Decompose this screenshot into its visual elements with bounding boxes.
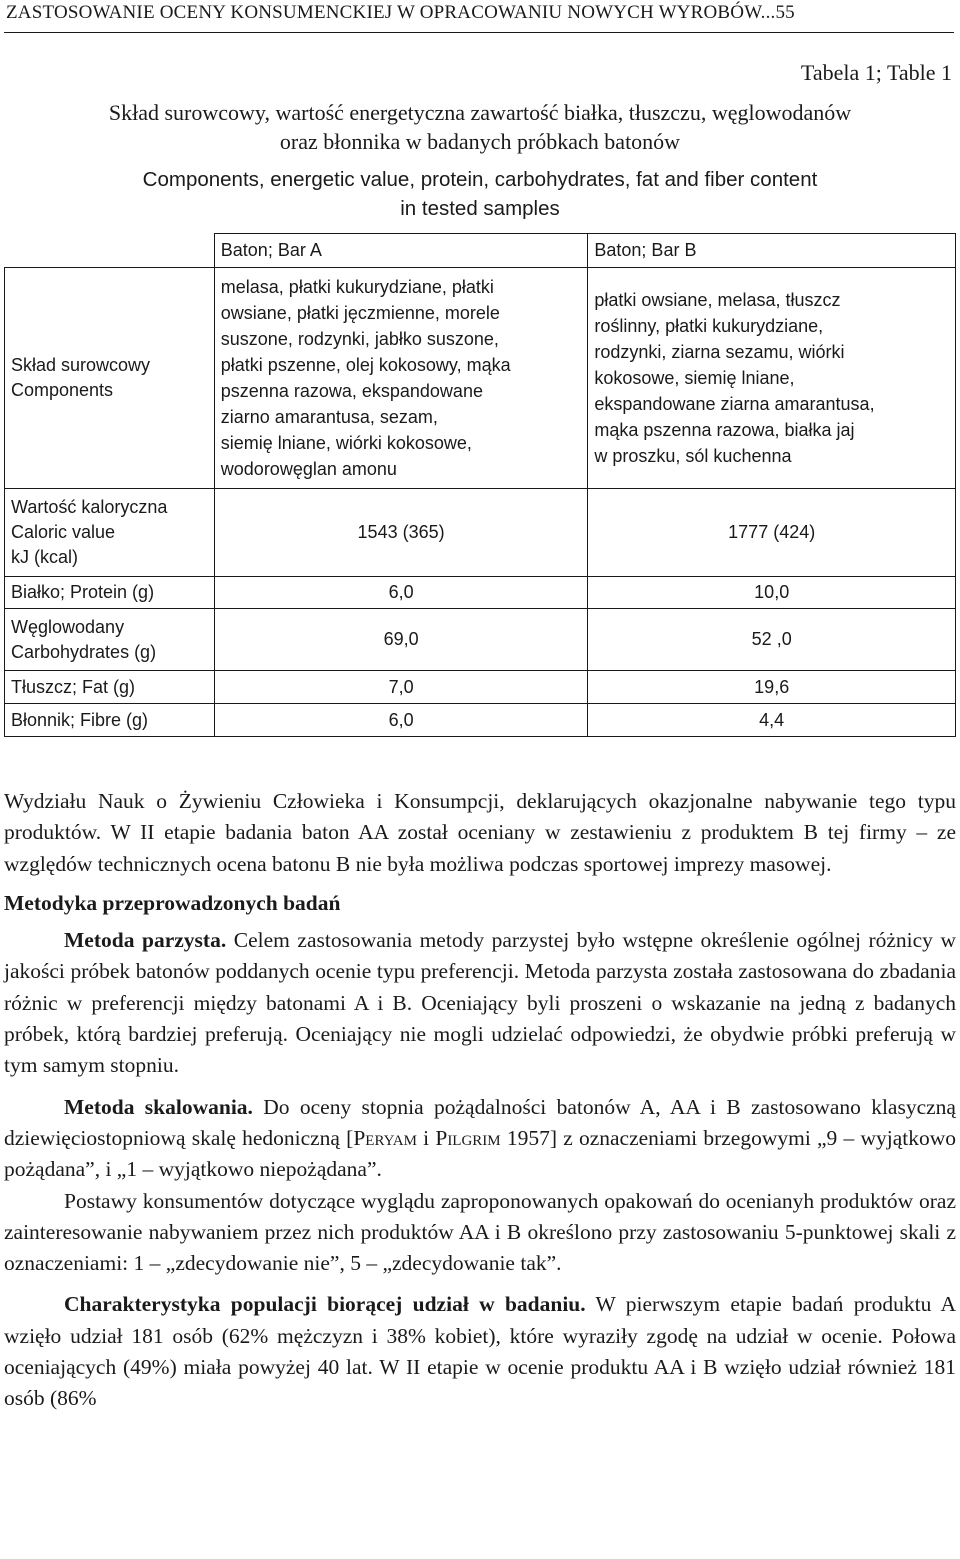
row-label-line: Components [11, 380, 114, 400]
bar-b-carbohydrates: 52 ,0 [588, 609, 956, 671]
component-line: mąka pszenna razowa, białka jaj [594, 420, 855, 440]
title-en-line: in tested samples [400, 197, 560, 220]
paragraph-scaling-method [4, 1092, 956, 1186]
component-line: ekspandowane ziarna amarantusa, [594, 394, 875, 414]
header-rule [4, 32, 954, 33]
paragraph-lead: Metoda skalowania. [64, 1094, 253, 1119]
bar-a-caloric: 1543 (365) [214, 489, 588, 577]
body-text [4, 786, 956, 1415]
paragraph-continuation: Wydziału Nauk o Żywieniu Człowieka i Konsumpcji, deklarujących okazjonalne nabywanie tego typu produktów. W II etapie badania baton AA został oceniany w zestawieniu z produktem B tej firmy – ze względów technicznych ocena batonu B nie była możliwa podczas sportowej imprezy masowej. [4, 789, 956, 876]
paragraph-text: Do oceny stopnia pożądalności batonów A, AA i B zastosowano klasyczną dziewięciostopniową skalę hedoniczną [ [4, 1094, 956, 1150]
bar-b-caloric: 1777 (424) [588, 489, 956, 577]
table-row-fat [5, 671, 956, 704]
bar-a-carbohydrates: 69,0 [214, 609, 588, 671]
table-title-en [0, 165, 960, 223]
component-line: płatki owsiane, melasa, tłuszcz [594, 290, 841, 310]
paragraph-population [4, 1289, 956, 1414]
paragraph-attitudes: Postawy konsumentów dotyczące wyglądu zaproponowanych opakowań do ocenianyh produktów oraz zainteresowanie nabywaniem przez nich produktów AA i B określono przy zastosowaniu 5-punktowej skali z oznaczeniami: 1 – „zdecydowanie nie”, 5 – „zdecydowanie tak”. [4, 1188, 956, 1276]
paragraph-text: Celem zastosowania metody parzystej było wstępne określenie ogólnej różnicy w jakości próbek batonów poddanych ocenie typu preferencji. Metoda parzysta została zastosowana do zbadania różnic w preferencji między batonami A i B. Oceniający byli proszeni o wskazanie na jedną z badanych próbek, którą bardziej preferują. Oceniający nie mogli udzielać odpowiedzi, że obydwie próbki preferują w tym samym stopniu. [4, 928, 956, 1078]
paragraph-text: i [416, 1125, 436, 1150]
paragraph-lead: Charakterystyka populacji biorącej udział w badaniu. [64, 1292, 586, 1317]
component-line: pszenna razowa, ekspandowane [220, 381, 483, 401]
row-label-line: Carbohydrates (g) [11, 641, 157, 662]
bar-b-fibre: 4,4 [588, 704, 956, 737]
row-label-fibre: Błonnik; Fibre (g) [5, 704, 215, 737]
paragraph-lead: Metoda parzysta. [64, 928, 227, 953]
bar-a-components [214, 268, 588, 489]
component-line: wodorowęglan amonu [220, 459, 397, 479]
row-label-carbohydrates [5, 609, 215, 671]
table-row-carbohydrates [5, 609, 956, 671]
component-line: melasa, płatki kukurydziane, płatki [220, 277, 494, 297]
row-label-caloric [5, 489, 215, 577]
table-row-fibre [5, 704, 956, 737]
row-label-line: Caloric value [11, 522, 116, 542]
paragraph-text: W pierwszym etapie badań produktu A wzięło udział 181 osób (62% mężczyzn i 38% kobiet), które wyraziły zgodę na udział w ocenie. Połowa oceniających (49%) miała powyżej 40 lat. W II etapie w ocenie produktu AA i B wzięło udział również 181 osób (86% [4, 1292, 956, 1411]
component-line: płatki pszenne, olej kokosowy, mąka [220, 355, 511, 375]
title-pl-line: oraz błonnika w badanych próbkach batonów [279, 129, 681, 154]
citation-author: Pilgrim [435, 1125, 501, 1150]
composition-table [4, 233, 956, 737]
citation-author: Peryam [353, 1125, 417, 1150]
bar-a-fat: 7,0 [214, 671, 588, 704]
page-number: 55 [775, 2, 795, 23]
running-title: ZASTOSOWANIE OCENY KONSUMENCKIEJ W OPRACOWANIU NOWYCH WYROBÓW... [6, 2, 776, 23]
bar-a-protein: 6,0 [214, 577, 588, 609]
component-line: owsiane, płatki jęczmienne, morele [220, 303, 500, 323]
component-line: siemię lniane, wiórki kokosowe, [220, 433, 472, 453]
bar-b-protein: 10,0 [588, 577, 956, 609]
row-label-line: Węglowodany [11, 616, 125, 637]
title-en-line: Components, energetic value, protein, carbohydrates, fat and fiber content [142, 168, 818, 191]
running-header [6, 2, 954, 24]
row-label-line: Wartość kaloryczna [11, 497, 168, 517]
table-label: Tabela 1; Table 1 [800, 60, 952, 85]
component-line: ziarno amarantusa, sezam, [220, 407, 438, 427]
bar-b-fat: 19,6 [588, 671, 956, 704]
row-label-fat: Tłuszcz; Fat (g) [5, 671, 215, 704]
table-row-components [5, 268, 956, 489]
bar-b-components [588, 268, 956, 489]
column-header-bar-a: Baton; Bar A [214, 234, 588, 268]
table-row-protein [5, 577, 956, 609]
title-pl-line: Skład surowcowy, wartość energetyczna zawartość białka, tłuszczu, węglowodanów [108, 100, 852, 125]
table-row-caloric [5, 489, 956, 577]
column-header-bar-b: Baton; Bar B [588, 234, 956, 268]
empty-corner-cell [5, 234, 215, 268]
table-header-row [5, 234, 956, 268]
bar-a-fibre: 6,0 [214, 704, 588, 737]
row-label-protein: Białko; Protein (g) [5, 577, 215, 609]
component-line: rodzynki, ziarna sezamu, wiórki [594, 342, 845, 362]
row-label-line: Skład surowcowy [11, 355, 151, 375]
component-line: suszone, rodzynki, jabłko suszone, [220, 329, 499, 349]
row-label-line: kJ (kcal) [11, 547, 78, 567]
table-title-pl [0, 98, 960, 156]
paragraph-text: 1957] z oznaczeniami brzegowymi „9 – wyjątkowo pożądana”, i „1 – wyjątkowo niepożądana”. [4, 1125, 956, 1182]
component-line: roślinny, płatki kukurydziane, [594, 316, 824, 336]
component-line: w proszku, sól kuchenna [594, 446, 792, 466]
row-label-components [5, 268, 215, 489]
component-line: kokosowe, siemię lniane, [594, 368, 795, 388]
paragraph-paired-method [4, 925, 956, 1081]
section-heading: Metodyka przeprowadzonych badań [4, 890, 341, 915]
